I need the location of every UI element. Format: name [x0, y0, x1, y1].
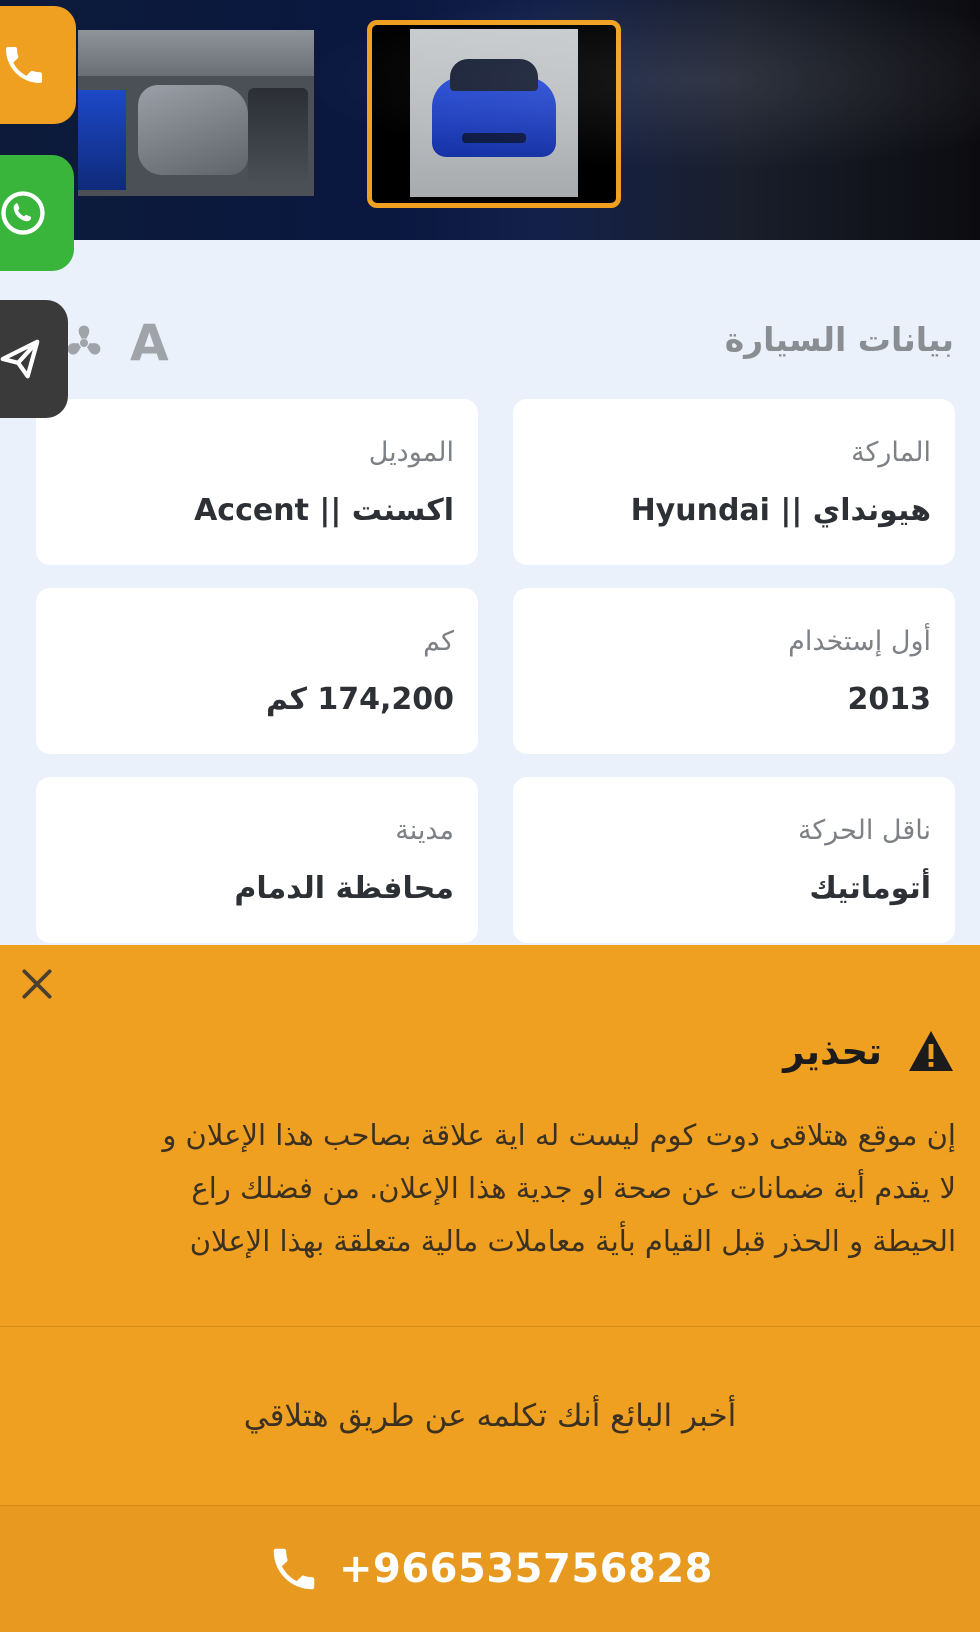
warning-header	[783, 1017, 956, 1085]
feature-icons	[60, 314, 169, 372]
warning-panel	[0, 945, 980, 1632]
whatsapp-button[interactable]	[0, 155, 74, 271]
image-gallery	[0, 0, 980, 240]
car-specs-section	[0, 254, 980, 954]
whatsapp-icon	[0, 187, 49, 239]
spec-value: 2013	[847, 682, 931, 717]
call-button[interactable]	[0, 6, 76, 124]
spec-card-transmission	[513, 777, 955, 943]
spec-card-brand	[513, 399, 955, 565]
warning-triangle-icon	[906, 1029, 956, 1073]
call-seller-button[interactable]	[0, 1506, 980, 1632]
share-button[interactable]	[0, 300, 68, 418]
share-icon	[0, 336, 43, 382]
tell-seller-note: أخبر البائع أنك تكلمه عن طريق هتلاقي	[243, 1397, 737, 1434]
spec-value: محافظة الدمام	[234, 871, 454, 906]
spec-label: ناقل الحركة	[797, 815, 931, 846]
specs-header	[0, 310, 980, 370]
close-icon[interactable]	[18, 965, 56, 1003]
warning-line: الحيطة و الحذر قبل القيام بأية معاملات مالية متعلقة بهذا الإعلان	[189, 1224, 956, 1258]
spec-label: كم	[423, 626, 454, 657]
section-title: بيانات السيارة	[724, 320, 954, 359]
spec-card-model	[36, 399, 478, 565]
spec-label: الماركة	[851, 437, 931, 468]
gallery-thumbnail-car-selected[interactable]	[367, 20, 621, 208]
automatic-letter-icon: A	[130, 314, 169, 372]
spec-value: اكسنت || Accent	[194, 493, 454, 528]
phone-icon	[0, 41, 48, 89]
phone-number: +966535756828	[339, 1546, 713, 1592]
spec-card-first-use	[513, 588, 955, 754]
spec-value: هيونداي || Hyundai	[630, 493, 931, 528]
spec-value: 174,200 كم	[265, 682, 454, 717]
spec-label: أول إستخدام	[788, 626, 931, 657]
gallery-thumbnail-engine[interactable]	[78, 30, 314, 196]
spec-card-city	[36, 777, 478, 943]
spec-value: أتوماتيك	[809, 871, 931, 906]
warning-title: تحذير	[783, 1029, 882, 1073]
warning-text	[56, 1109, 956, 1268]
phone-icon	[267, 1542, 321, 1596]
spec-card-mileage	[36, 588, 478, 754]
spec-label: مدينة	[395, 815, 454, 846]
spec-label: الموديل	[368, 437, 454, 468]
warning-line: لا يقدم أية ضمانات عن صحة او جدية هذا الإعلان. من فضلك راع	[191, 1171, 956, 1205]
warning-line: إن موقع هتلاقى دوت كوم ليست له اية علاقة بصاحب هذا الإعلان و	[162, 1118, 956, 1152]
